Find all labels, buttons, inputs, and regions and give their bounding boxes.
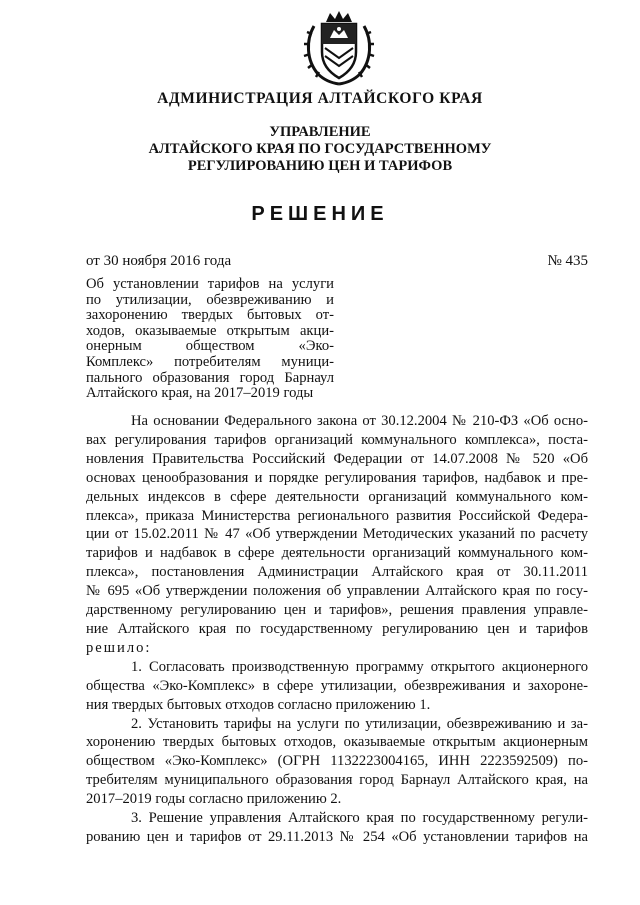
subject-line: онерным обществом «Эко- <box>86 338 334 355</box>
body-line: На основании Федерального закона от 30.12.2004 № 210-ФЗ «Об осно- <box>131 413 588 429</box>
body-line: 3. Решение управления Алтайского края по государственному регули- <box>131 810 588 827</box>
body-line: 2. Установить тарифы на услуги по утилизации, обезвреживанию и за- <box>131 715 588 732</box>
document-date: от 30 ноября 2016 года <box>86 253 232 269</box>
body-line: № 695 «Об утверждении положения об управлении Алтайского края по госу- <box>86 583 588 600</box>
body-line: обществом «Эко-Комплекс» (ОГРН 1132223004165, ИНН 2223592509) по- <box>86 753 588 770</box>
body-line: тарифов и надбавок в сфере деятельности организаций коммунального ком- <box>86 545 588 562</box>
body-line: рованию цен и тарифов от 29.11.2013 № 254 «Об установлении тарифов на <box>86 828 588 845</box>
document-type-title: РЕШЕНИЕ <box>251 203 389 225</box>
body-line: основах ценообразования и порядке регулирования тарифов, надбавок и пре- <box>86 469 588 486</box>
body-line: хоронению твердых бытовых отходов, оказываемые открытым акционерным <box>86 734 588 751</box>
body-line-resolved: решило: <box>86 639 152 656</box>
body-line: 2017–2019 годы согласно приложению 2. <box>86 791 342 808</box>
subject-line: Об установлении тарифов на услуги <box>86 276 334 292</box>
document-body <box>86 412 588 847</box>
department-line: РЕГУЛИРОВАНИЮ ЦЕН И ТАРИФОВ <box>187 158 453 174</box>
body-line: плекса», постановления Администрации Алтайского края от 30.11.2011 <box>86 564 588 581</box>
department-line: АЛТАЙСКОГО КРАЯ ПО ГОСУДАРСТВЕННОМУ <box>148 141 492 157</box>
body-line: дельных индексов в сфере деятельности организаций коммунального ком- <box>86 488 588 505</box>
body-line: ции от 15.02.2011 № 47 «Об утверждении Методических указаний по расчету <box>86 526 588 543</box>
body-line: 1. Согласовать производственную программу открытого акционерного <box>131 658 588 675</box>
body-line: новления Правительства Российский Федерации от 14.07.2008 № 520 «Об <box>86 450 588 467</box>
department-line: УПРАВЛЕНИЕ <box>269 124 371 140</box>
subject-line: захоронению твердых бытовых от- <box>86 307 334 324</box>
coat-of-arms-emblem <box>300 8 378 88</box>
document-number: № 435 <box>547 253 588 269</box>
body-line: ния твердых бытовых отходов согласно приложению 1. <box>86 696 431 713</box>
document-subject <box>86 277 334 402</box>
body-line: общества «Эко-Комплекс» в сфере утилизации, обезвреживания и захороне- <box>86 677 588 694</box>
body-line: ние Алтайского края по государственному регулированию цен и тарифов <box>86 620 588 637</box>
body-line: требителям муниципального образования город Барнаул Алтайского края, на <box>86 772 588 789</box>
subject-line: Алтайского края, на 2017–2019 годы <box>86 385 314 402</box>
department-name <box>0 124 640 175</box>
body-line: вах регулирования тарифов организаций коммунального комплекса», поста- <box>86 431 588 448</box>
subject-line: по утилизации, обезвреживанию и <box>86 291 334 308</box>
organization-name: АДМИНИСТРАЦИЯ АЛТАЙСКОГО КРАЯ <box>157 90 483 107</box>
subject-line: ходов, оказываемые открытым акци- <box>86 322 334 339</box>
body-line: дарственному регулированию цен и тарифов», решения правления управле- <box>86 602 588 619</box>
body-line: плекса», приказа Министерства регионального развития Российской Федера- <box>86 507 588 524</box>
subject-line: пального образования город Барнаул <box>86 369 334 386</box>
subject-line: Комплекс» потребителям муници- <box>86 353 334 370</box>
